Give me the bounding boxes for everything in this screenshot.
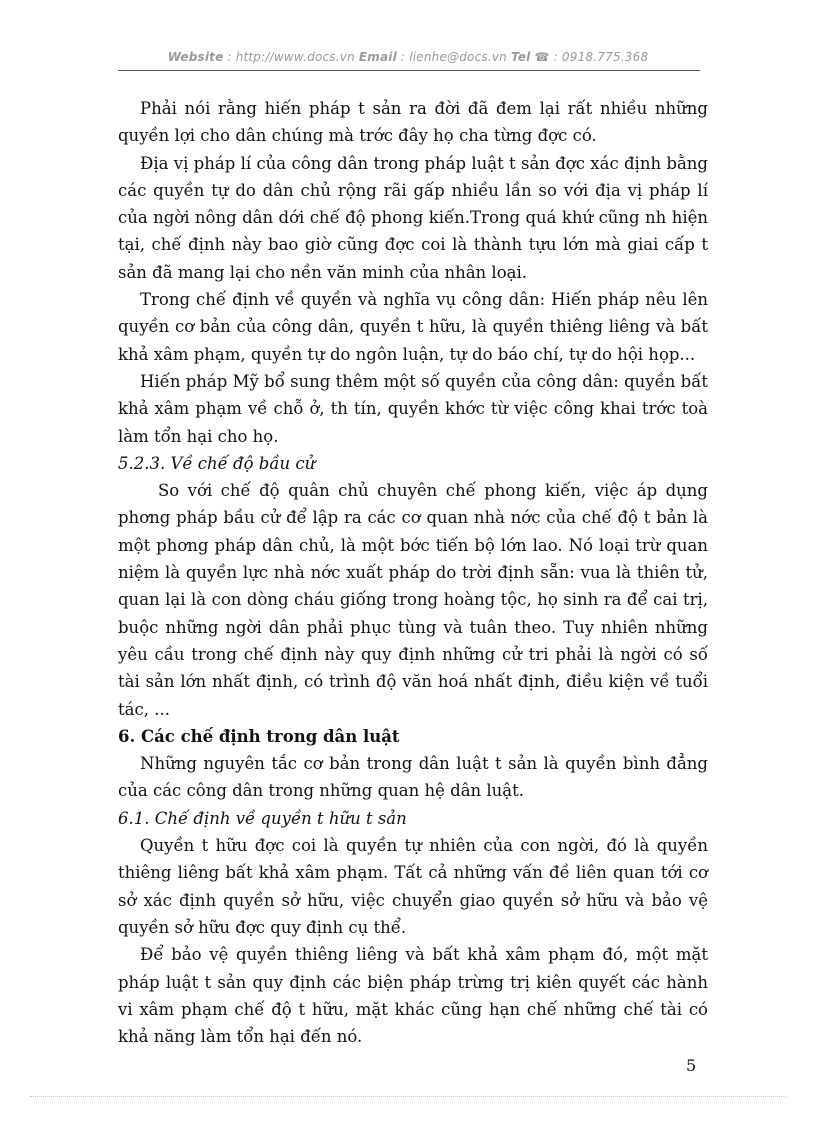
- paragraph: Quyền t hữu đợc coi là quyền tự nhiên của con ngời, đó là quyền thiêng liêng bất khả xâm phạm. Tất cả những vấn đề liên quan tới cơ sở xác định quyền sở hữu, việc chuyển giao quyền sở hữu và bảo vệ quyền sở hữu đợc quy định cụ thể.: [118, 836, 708, 937]
- phone-icon: ☎: [530, 50, 550, 64]
- page-number: 5: [686, 1056, 697, 1075]
- paragraph: Địa vị pháp lí của công dân trong pháp luật t sản đợc xác định bằng các quyền tự do dân chủ rộng rãi gấp nhiều lần so với địa vị pháp lí của ngời nông dân dới chế độ phong kiến.Trong quá khứ cũng nh hiện tại, chế định này bao giờ cũng đợc coi là thành tựu lớn mà giai cấp t sản đã mang lại cho nền văn minh của nhân loại.: [118, 153, 708, 282]
- tel-value: : 0918.775.368: [549, 50, 649, 64]
- paragraph: Trong chế định về quyền và nghĩa vụ công dân: Hiến pháp nêu lên quyền cơ bản của công dân, quyền t hữu, là quyền thiêng liêng và bất khả xâm phạm, quyền tự do ngôn luận, tự do báo chí, tự do hội họp...: [118, 290, 708, 364]
- document-body: [118, 95, 708, 1050]
- paragraph: Những nguyên tắc cơ bản trong dân luật t sản là quyền bình đẳng của các công dân trong những quan hệ dân luật.: [118, 754, 708, 801]
- tel-label: Tel: [510, 50, 531, 64]
- paragraph: So với chế độ quân chủ chuyên chế phong kiến, việc áp dụng phơng pháp bầu cử để lập ra các cơ quan nhà nớc của chế độ t bản là một phơng pháp dân chủ, là một bớc tiến bộ lớn lao. Nó loại trừ quan niệm là quyền lực nhà nớc xuất pháp do trời định sẵn: vua là thiên tử, quan lại là con dòng cháu giống trong hoàng tộc, họ sinh ra để cai trị, buộc những ngời dân phải phục tùng và tuân theo. Tuy nhiên những yêu cầu trong chế định này quy định những cử tri phải là ngời có số tài sản lớn nhất định, có trình độ văn hoá nhất định, điều kiện về tuổi tác, ...: [118, 481, 708, 719]
- section-heading: 5.2.3. Về chế độ bầu cử: [118, 453, 316, 473]
- paragraph: Phải nói rằng hiến pháp t sản ra đời đã đem lại rất nhiều những quyền lợi cho dân chúng mà trớc đây họ cha từng đợc có.: [118, 99, 708, 146]
- paragraph: Hiến pháp Mỹ bổ sung thêm một số quyền của công dân: quyền bất khả xâm phạm về chỗ ở, th tín, quyền khớc từ việc công khai trớc toà làm tổn hại cho họ.: [118, 371, 708, 446]
- footer-divider: [30, 1096, 786, 1097]
- page-header: [0, 50, 816, 64]
- section-heading: 6. Các chế định trong dân luật: [118, 726, 400, 746]
- header-divider: [118, 70, 700, 71]
- paragraph: Để bảo vệ quyền thiêng liêng và bất khả xâm phạm đó, một mặt pháp luật t sản quy định các biện pháp trừng trị kiên quyết các hành vi xâm phạm chế độ t hữu, mặt khác cũng hạn chế những chế tài có khả năng làm tổn hại đến nó.: [118, 945, 708, 1047]
- website-label: Website: [167, 50, 224, 64]
- section-heading: 6.1. Chế định về quyền t hữu t sản: [118, 808, 407, 828]
- email-label: Email: [358, 50, 397, 64]
- email-value: : lienhe@docs.vn: [396, 50, 511, 64]
- website-value: : http://www.docs.vn: [223, 50, 359, 64]
